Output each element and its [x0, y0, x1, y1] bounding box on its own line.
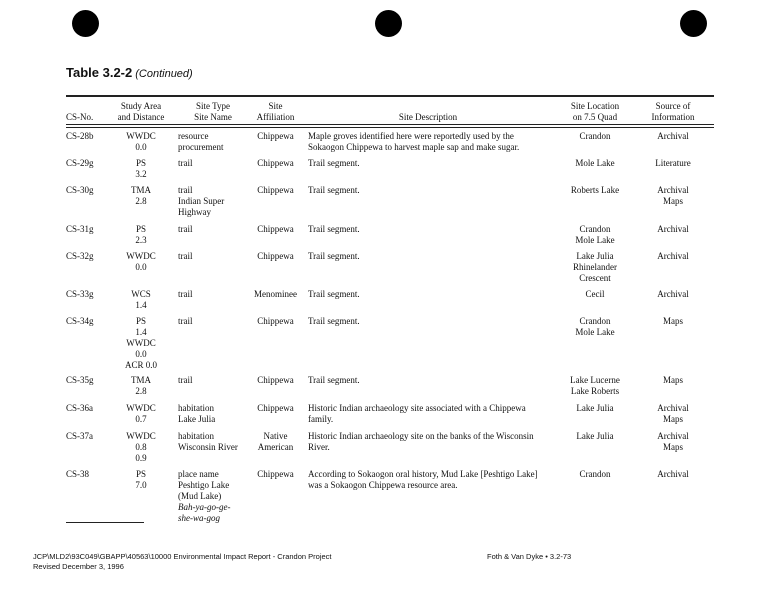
- header-location: [558, 101, 632, 123]
- cell-affiliation: [248, 224, 303, 235]
- cell-description: [308, 158, 548, 169]
- cell-description-line: Historic Indian archaeology site associated with a Chippewa: [308, 403, 526, 413]
- cell-description-line: Trail segment.: [308, 251, 360, 261]
- cell-affiliation: [248, 158, 303, 169]
- cell-description: [308, 375, 548, 386]
- header-description-line: Site Description: [398, 112, 458, 122]
- cell-site-type-line: habitation: [178, 403, 214, 413]
- cell-site-type-line: Highway: [178, 207, 211, 217]
- cell-description-line: Trail segment.: [308, 289, 360, 299]
- footer-left: [33, 552, 332, 572]
- cell-affiliation: [248, 469, 303, 480]
- cell-study-area-line: ACR 0.0: [124, 360, 157, 370]
- cell-location-line: Mole Lake: [575, 235, 615, 245]
- header-site-type-line: Site Name: [194, 112, 232, 122]
- cell-site-type-line: place name: [178, 469, 219, 479]
- cell-location: [558, 185, 632, 196]
- cell-location-line: Cecil: [585, 289, 605, 299]
- cell-source-line: Maps: [663, 414, 683, 424]
- header-location-line: on 7.5 Quad: [572, 112, 618, 122]
- cell-study-area-line: 0.7: [135, 414, 147, 424]
- cell-cs-no-line: CS-36a: [66, 403, 93, 413]
- cell-site-type: [178, 469, 248, 524]
- cell-source-line: Archival: [657, 431, 689, 441]
- cell-study-area: [113, 158, 169, 180]
- cell-cs-no: [66, 403, 114, 414]
- cell-study-area-line: WCS: [131, 289, 151, 299]
- cell-location-line: Roberts Lake: [570, 185, 620, 195]
- cell-source: [638, 403, 708, 425]
- header-affiliation-line: Site: [268, 101, 283, 111]
- cell-cs-no: [66, 185, 114, 196]
- cell-location-line: Lake Julia: [576, 403, 614, 413]
- cell-location-line: Crandon: [579, 131, 611, 141]
- cell-study-area-line: WWDC: [126, 431, 156, 441]
- header-site-type-line: Site Type: [196, 101, 230, 111]
- cell-study-area-line: 2.8: [135, 196, 147, 206]
- cell-location-line: Lake Roberts: [570, 386, 620, 396]
- cell-affiliation-line: Chippewa: [257, 251, 294, 261]
- cell-location-line: Crandon: [579, 224, 611, 234]
- cell-affiliation-line: Chippewa: [257, 403, 294, 413]
- cell-site-type: [178, 431, 248, 453]
- cell-location-line: Crescent: [579, 273, 611, 283]
- cell-study-area-line: 7.0: [135, 480, 147, 490]
- table-title-suffix: (Continued): [135, 68, 193, 80]
- cell-source: [638, 375, 708, 386]
- cell-site-type-line: trail: [178, 158, 193, 168]
- cell-cs-no: [66, 224, 114, 235]
- table-title: [66, 65, 193, 80]
- cell-location-line: Rhinelander: [573, 262, 617, 272]
- binder-hole-center: [375, 10, 402, 37]
- cell-cs-no: [66, 431, 114, 442]
- cell-site-type: [178, 403, 248, 425]
- cell-description-line: Trail segment.: [308, 375, 360, 385]
- cell-site-type-line: resource: [178, 131, 209, 141]
- cell-site-type-line: trail: [178, 251, 193, 261]
- cell-affiliation: [248, 131, 303, 142]
- cell-site-type-line: trail: [178, 375, 193, 385]
- cell-study-area: [113, 316, 169, 371]
- cell-study-area-line: TMA: [131, 185, 151, 195]
- cell-location-line: Mole Lake: [575, 327, 615, 337]
- header-affiliation: [248, 101, 303, 123]
- cell-cs-no-line: CS-28b: [66, 131, 94, 141]
- header-description: [308, 112, 548, 123]
- cell-description: [308, 403, 548, 425]
- cell-description-line: was a Sokaogon Chippewa resource area.: [308, 480, 458, 490]
- header-source: [638, 101, 708, 123]
- cell-location: [558, 403, 632, 414]
- cell-location-line: Crandon: [579, 469, 611, 479]
- cell-affiliation-line: Chippewa: [257, 316, 294, 326]
- cell-source-line: Maps: [663, 196, 683, 206]
- cell-affiliation: [248, 289, 303, 300]
- cell-affiliation-line: Chippewa: [257, 131, 294, 141]
- header-study-area: [113, 101, 169, 123]
- footer-page-ref: Foth & Van Dyke • 3.2-73: [487, 552, 572, 561]
- cell-study-area: [113, 289, 169, 311]
- header-cs-no: [66, 112, 114, 123]
- cell-source-line: Archival: [657, 224, 689, 234]
- cell-affiliation: [248, 316, 303, 327]
- cell-location: [558, 131, 632, 142]
- cell-study-area-line: WWDC: [126, 403, 156, 413]
- cell-affiliation: [248, 251, 303, 262]
- cell-cs-no-line: CS-33g: [66, 289, 94, 299]
- cell-location: [558, 289, 632, 300]
- cell-description-line: Sokaogon Chippewa to harvest maple sap and make sugar.: [308, 142, 520, 152]
- cell-affiliation: [248, 375, 303, 386]
- cell-description: [308, 289, 548, 300]
- binder-hole-left: [72, 10, 99, 37]
- cell-location: [558, 224, 632, 246]
- cell-study-area-line: 0.8: [135, 442, 147, 452]
- cell-study-area-line: 1.4: [135, 300, 147, 310]
- cell-study-area-line: 0.9: [135, 453, 147, 463]
- cell-location: [558, 469, 632, 480]
- cell-affiliation-line: Chippewa: [257, 375, 294, 385]
- cell-source-line: Archival: [657, 251, 689, 261]
- cell-source: [638, 431, 708, 453]
- cell-affiliation-line: Native: [263, 431, 288, 441]
- cell-location-line: Mole Lake: [575, 158, 615, 168]
- cell-source-line: Archival: [657, 131, 689, 141]
- cell-site-type-line: (Mud Lake): [178, 491, 222, 501]
- cell-source-line: Maps: [663, 442, 683, 452]
- cell-study-area: [113, 224, 169, 246]
- cell-study-area-line: 1.4: [135, 327, 147, 337]
- cell-cs-no-line: CS-29g: [66, 158, 94, 168]
- header-study-area-line: Study Area: [120, 101, 162, 111]
- cell-study-area-line: 0.0: [135, 349, 147, 359]
- cell-cs-no-line: CS-37a: [66, 431, 93, 441]
- cell-study-area-line: 2.8: [135, 386, 147, 396]
- cell-description: [308, 251, 548, 262]
- cell-cs-no: [66, 131, 114, 142]
- cell-location-line: Lake Julia: [576, 431, 614, 441]
- cell-affiliation-line: Chippewa: [257, 224, 294, 234]
- cell-affiliation-line: Chippewa: [257, 185, 294, 195]
- cell-study-area-line: 0.0: [135, 262, 147, 272]
- cell-site-type-line: trail: [178, 224, 193, 234]
- cell-study-area-line: WWDC: [126, 131, 156, 141]
- footer-revised: Revised December 3, 1996: [33, 562, 124, 571]
- header-source-line: Information: [651, 112, 695, 122]
- cell-source: [638, 224, 708, 235]
- cell-site-type: [178, 316, 248, 327]
- cell-description: [308, 431, 548, 453]
- cell-source: [638, 158, 708, 169]
- cell-site-type-line: habitation: [178, 431, 214, 441]
- cell-study-area-line: TMA: [131, 375, 151, 385]
- cell-cs-no-line: CS-32g: [66, 251, 94, 261]
- cell-location: [558, 375, 632, 397]
- cell-cs-no-line: CS-35g: [66, 375, 94, 385]
- cell-source: [638, 316, 708, 327]
- cell-site-type-line: Peshtigo Lake: [178, 480, 230, 490]
- cell-location: [558, 251, 632, 284]
- cell-site-type-line: procurement: [178, 142, 224, 152]
- header-bottom-rule-double: [66, 127, 714, 128]
- cell-cs-no: [66, 469, 114, 480]
- cell-affiliation: [248, 403, 303, 414]
- header-bottom-rule: [66, 124, 714, 125]
- cell-site-type-line: trail: [178, 289, 193, 299]
- cell-study-area: [113, 251, 169, 273]
- cell-description-line: Maple groves identified here were reportedly used by the: [308, 131, 514, 141]
- cell-affiliation: [248, 185, 303, 196]
- cell-location: [558, 316, 632, 338]
- cell-description: [308, 316, 548, 327]
- cell-source-line: Archival: [657, 469, 689, 479]
- cell-site-type: [178, 224, 248, 235]
- cell-description-line: Trail segment.: [308, 224, 360, 234]
- cell-site-type: [178, 375, 248, 386]
- cell-site-type-line: she-wa-gog: [178, 513, 220, 523]
- cell-study-area-line: WWDC: [126, 338, 156, 348]
- cell-affiliation: [248, 431, 303, 453]
- cell-study-area: [113, 185, 169, 207]
- cell-description-line: family.: [308, 414, 334, 424]
- cell-site-type: [178, 251, 248, 262]
- cell-study-area: [113, 375, 169, 397]
- cell-affiliation-line: American: [257, 442, 294, 452]
- cell-study-area-line: PS: [135, 316, 146, 326]
- cell-cs-no: [66, 316, 114, 327]
- cell-description: [308, 469, 548, 491]
- table-title-text: Table 3.2-2: [66, 65, 133, 80]
- cell-description: [308, 224, 548, 235]
- cell-cs-no-line: CS-38: [66, 469, 90, 479]
- cell-description: [308, 185, 548, 196]
- cell-site-type-line: trail: [178, 316, 193, 326]
- cell-cs-no: [66, 375, 114, 386]
- cell-source-line: Archival: [657, 403, 689, 413]
- cell-cs-no-line: CS-30g: [66, 185, 94, 195]
- header-affiliation-line: Affiliation: [256, 112, 295, 122]
- cell-cs-no: [66, 289, 114, 300]
- cell-location-line: Lake Julia: [576, 251, 614, 261]
- cell-location: [558, 158, 632, 169]
- cell-affiliation-line: Chippewa: [257, 469, 294, 479]
- cell-site-type: [178, 158, 248, 169]
- cell-source: [638, 251, 708, 262]
- cell-source: [638, 469, 708, 480]
- cell-description-line: Trail segment.: [308, 185, 360, 195]
- cell-study-area-line: PS: [135, 224, 146, 234]
- cell-site-type: [178, 289, 248, 300]
- cell-site-type-line: Indian Super: [178, 196, 225, 206]
- cell-study-area-line: PS: [135, 469, 146, 479]
- cell-source-line: Literature: [655, 158, 691, 168]
- table-end-rule: [66, 522, 144, 523]
- header-location-line: Site Location: [570, 101, 620, 111]
- cell-cs-no-line: CS-34g: [66, 316, 94, 326]
- cell-site-type-line: trail: [178, 185, 193, 195]
- cell-site-type-line: Lake Julia: [178, 414, 216, 424]
- header-study-area-line: and Distance: [117, 112, 165, 122]
- footer-path: JCP\MLD2\93C049\GBAPP\40563\10000 Environmental Impact Report - Crandon Project: [33, 552, 332, 561]
- cell-description: [308, 131, 548, 153]
- cell-description-line: Trail segment.: [308, 158, 360, 168]
- cell-description-line: Historic Indian archaeology site on the banks of the Wisconsin: [308, 431, 534, 441]
- header-site-type: [178, 101, 248, 123]
- cell-source-line: Maps: [663, 375, 683, 385]
- cell-study-area: [113, 131, 169, 153]
- cell-description-line: Trail segment.: [308, 316, 360, 326]
- binder-hole-right: [680, 10, 707, 37]
- cell-study-area-line: WWDC: [126, 251, 156, 261]
- cell-study-area-line: 2.3: [135, 235, 147, 245]
- cell-description-line: River.: [308, 442, 330, 452]
- cell-study-area: [113, 469, 169, 491]
- cell-source-line: Archival: [657, 185, 689, 195]
- cell-cs-no: [66, 251, 114, 262]
- cell-source-line: Archival: [657, 289, 689, 299]
- cell-site-type-line: Bah-ya-go-ge-: [178, 502, 231, 512]
- cell-study-area: [113, 431, 169, 464]
- header-source-line: Source of: [655, 101, 691, 111]
- cell-source: [638, 289, 708, 300]
- cell-study-area-line: 3.2: [135, 169, 147, 179]
- cell-site-type: [178, 185, 248, 218]
- cell-location: [558, 431, 632, 442]
- cell-cs-no-line: CS-31g: [66, 224, 94, 234]
- cell-location-line: Crandon: [579, 316, 611, 326]
- cell-affiliation-line: Chippewa: [257, 158, 294, 168]
- header-cs-no-line: CS-No.: [66, 112, 94, 122]
- cell-study-area-line: PS: [135, 158, 146, 168]
- cell-source-line: Maps: [663, 316, 683, 326]
- cell-description-line: According to Sokaogon oral history, Mud Lake [Peshtigo Lake]: [308, 469, 538, 479]
- cell-site-type-line: Wisconsin River: [178, 442, 238, 452]
- header-top-rule: [66, 95, 714, 97]
- cell-study-area: [113, 403, 169, 425]
- cell-study-area-line: 0.0: [135, 142, 147, 152]
- cell-affiliation-line: Menominee: [254, 289, 297, 299]
- cell-cs-no: [66, 158, 114, 169]
- cell-source: [638, 131, 708, 142]
- cell-location-line: Lake Lucerne: [570, 375, 620, 385]
- cell-site-type: [178, 131, 248, 153]
- cell-source: [638, 185, 708, 207]
